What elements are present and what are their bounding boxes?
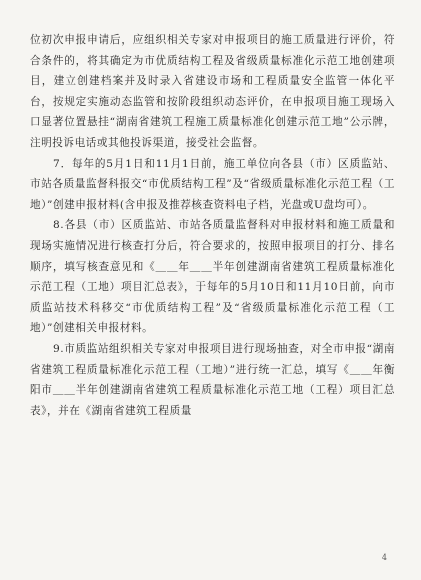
- paragraph-item-9: 9.市质监站组织相关专家对申报项目进行现场抽查，对全市申报“湖南省建筑工程质量标准化示范工程（工地）”进行统一汇总，填写《＿＿年衡阳市＿＿半年创建湖南省建筑工程质量标准化示范工地（工程）项目汇总表》，并在《湖南省建筑工程质量: [30, 342, 395, 417]
- paragraph-evaluation-procedure: 位初次申报申请后，应组织相关专家对申报项目的施工质量进行评价，符合条件的，将其确定为市优质结构工程及省级质量标准化示范工地创建项目，建立创建档案并及时录入省建设市场和工程质量安全监管一体化平台，按规定实施动态监管和按阶段组织动态评价，在申报项目施工现场入口显著位置悬挂“湖南省建筑工程施工质量标准化创建示范工地”公示牌，注明投诉电话或其他投诉渠道，接受社会监督。: [30, 34, 395, 149]
- paragraph-item-7: 7．每年的5月1日和11月1日前，施工单位向各县（市）区质监站、市站各质量监督科报交“市优质结构工程”及“省级质量标准化示范工程（工地）”创建申报材料(含申报及推荐核查资料电子档，光盘或U盘均可）。: [30, 157, 395, 211]
- page-number: 4: [381, 553, 387, 562]
- paragraph-item-8: 8.各县（市）区质监站、市站各质量监督科对申报材料和施工质量和现场实施情况进行核查打分后，符合要求的，按照申报项目的打分、排名顺序，填写核查意见和《＿＿年＿＿半年创建湖南省建筑工程质量标准化示范工程（工地）项目汇总表》，于每年的5月10日和11月10日前，向市质监站技术科移交“市优质结构工程”及“省级质量标准化示范工程（工地）”创建相关申报材料。: [30, 219, 395, 335]
